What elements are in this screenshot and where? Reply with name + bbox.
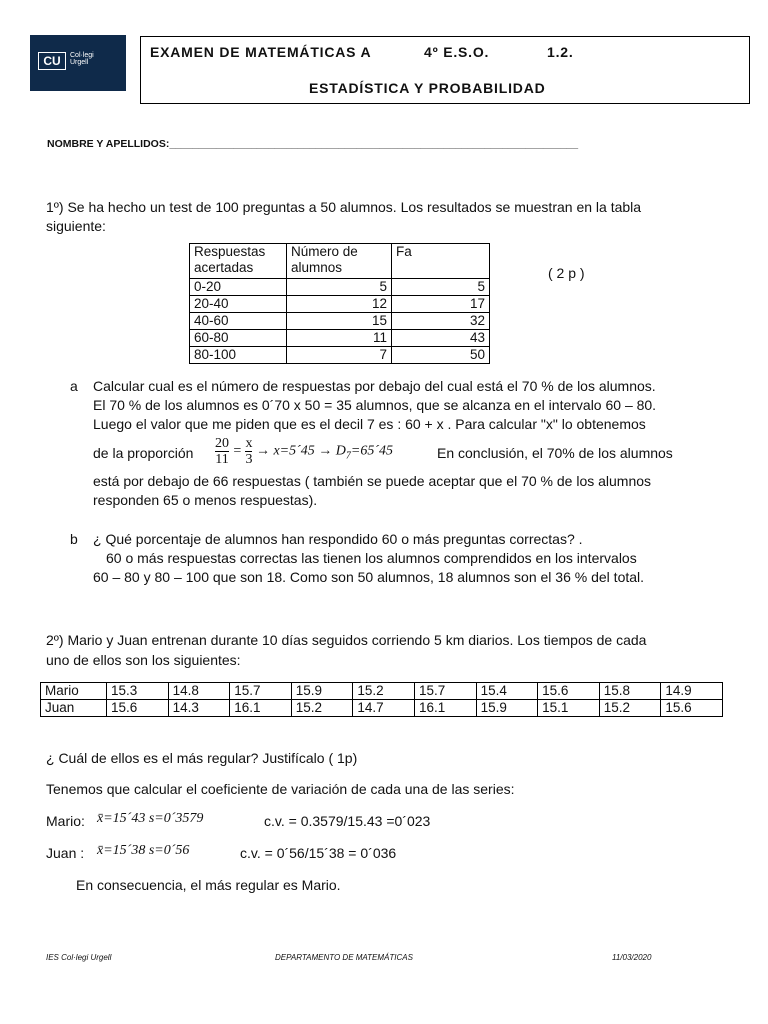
table-cell: 15.2 bbox=[353, 683, 415, 700]
fraction bbox=[245, 436, 252, 467]
q1-table bbox=[189, 243, 490, 364]
table-cell: 32 bbox=[392, 313, 490, 330]
q2-conclusion: En consecuencia, el más regular es Mario. bbox=[76, 877, 341, 893]
table-cell: 5 bbox=[392, 279, 490, 296]
logo-mark: CU bbox=[38, 52, 66, 70]
table-cell: 15.7 bbox=[414, 683, 476, 700]
school-logo bbox=[30, 35, 126, 91]
table-row bbox=[190, 347, 490, 364]
mario-formula: x̄=15´43 s=0´3579 bbox=[97, 811, 204, 826]
part-b-line: 60 o más respuestas correctas las tienen los alumnos comprendidos en los intervalos bbox=[106, 550, 637, 566]
table-cell: 15.9 bbox=[476, 700, 538, 717]
part-a-line: Luego el valor que me piden que es el decil 7 es : 60 + x . Para calcular "x" lo obtenemos bbox=[93, 416, 646, 432]
table-cell: 12 bbox=[287, 296, 392, 313]
part-a-line: Calcular cual es el número de respuestas por debajo del cual está el 70 % de los alumnos. bbox=[93, 378, 656, 394]
denominator: 3 bbox=[245, 452, 253, 467]
table-cell: 50 bbox=[392, 347, 490, 364]
q1-statement-1: 1º) Se ha hecho un test de 100 preguntas a 50 alumnos. Los resultados se muestran en la tabla bbox=[46, 199, 642, 215]
footer-school: IES Col·legi Urgell bbox=[46, 953, 112, 962]
juan-label: Juan : bbox=[46, 845, 85, 861]
table-cell: 14.9 bbox=[661, 683, 723, 700]
q1-statement-2: siguiente: bbox=[46, 218, 106, 234]
table-row bbox=[41, 700, 723, 717]
header-cell: Número de alumnos bbox=[287, 244, 392, 279]
q1-points: ( 2 p ) bbox=[548, 265, 585, 281]
part-b-line: 60 – 80 y 80 – 100 que son 18. Como son 50 alumnos, 18 alumnos son el 36 % del total. bbox=[93, 569, 645, 585]
table-cell: 17 bbox=[392, 296, 490, 313]
part-b-letter: b bbox=[70, 531, 78, 547]
exam-title: EXAMEN DE MATEMÁTICAS A bbox=[150, 44, 372, 60]
table-cell: 15.2 bbox=[599, 700, 661, 717]
table-cell: 11 bbox=[287, 330, 392, 347]
numerator: x bbox=[245, 436, 253, 451]
exam-course: 4º E.S.O. bbox=[424, 44, 490, 60]
mario-label: Mario: bbox=[46, 813, 85, 829]
table-cell: 20-40 bbox=[190, 296, 287, 313]
table-cell: 43 bbox=[392, 330, 490, 347]
part-a-line: responden 65 o menos respuestas). bbox=[93, 492, 318, 508]
table-cell: 15.1 bbox=[538, 700, 600, 717]
table-cell: 15.7 bbox=[230, 683, 292, 700]
numerator: 20 bbox=[215, 436, 229, 451]
table-cell: 80-100 bbox=[190, 347, 287, 364]
table-row bbox=[190, 279, 490, 296]
formula-text: → x=5´45 → D bbox=[255, 443, 346, 459]
footer-department: DEPARTAMENTO DE MATEMÁTICAS bbox=[275, 953, 413, 962]
table-cell: 40-60 bbox=[190, 313, 287, 330]
denominator: 11 bbox=[215, 452, 229, 467]
table-cell: 15.2 bbox=[291, 700, 353, 717]
proportion-formula: $\frac{20}{11}$ = $\frac{x}{3}$ → x=5´45 → $D_7=65´45$ bbox=[215, 436, 393, 467]
footer-date: 11/03/2020 bbox=[612, 953, 652, 962]
table-cell: 16.1 bbox=[230, 700, 292, 717]
part-a-line: está por debajo de 66 respuestas ( también se puede aceptar que el 70 % de los alumnos bbox=[93, 473, 652, 489]
table-cell: 14.7 bbox=[353, 700, 415, 717]
table-cell: 5 bbox=[287, 279, 392, 296]
table-cell: 15.8 bbox=[599, 683, 661, 700]
formula-result: =65´45 bbox=[350, 443, 393, 459]
logo-subtext: Col·legi Urgell bbox=[70, 52, 94, 66]
table-cell: 0-20 bbox=[190, 279, 287, 296]
name-field-line: NOMBRE Y APELLIDOS:______________________________________________________________________ bbox=[47, 138, 579, 150]
table-cell: 15.9 bbox=[291, 683, 353, 700]
table-cell: 16.1 bbox=[414, 700, 476, 717]
table-row bbox=[190, 296, 490, 313]
q2-statement-2: uno de ellos son los siguientes: bbox=[46, 652, 241, 668]
exam-number: 1.2. bbox=[547, 44, 574, 60]
table-cell: 15.3 bbox=[107, 683, 169, 700]
table-cell: 15.6 bbox=[107, 700, 169, 717]
table-cell: 14.3 bbox=[168, 700, 230, 717]
header-cell: Respuestas acertadas bbox=[190, 244, 287, 279]
exam-header bbox=[140, 36, 750, 104]
table-row bbox=[190, 330, 490, 347]
formula-subscript: 7 bbox=[345, 450, 351, 462]
part-b-line: ¿ Qué porcentaje de alumnos han respondido 60 o más preguntas correctas? . bbox=[93, 531, 583, 547]
table-cell: 7 bbox=[287, 347, 392, 364]
table-cell: 15 bbox=[287, 313, 392, 330]
table-cell: 15.6 bbox=[661, 700, 723, 717]
part-a-line: En conclusión, el 70% de los alumnos bbox=[437, 445, 673, 461]
part-a-line: de la proporción bbox=[93, 445, 194, 461]
fraction bbox=[215, 436, 229, 467]
q2-question: ¿ Cuál de ellos es el más regular? Justifícalo ( 1p) bbox=[46, 750, 358, 766]
part-a-letter: a bbox=[70, 378, 78, 394]
table-row bbox=[41, 683, 723, 700]
q2-intro: Tenemos que calcular el coeficiente de variación de cada una de las series: bbox=[46, 781, 515, 797]
table-cell: 15.6 bbox=[538, 683, 600, 700]
table-cell: 60-80 bbox=[190, 330, 287, 347]
exam-topic: ESTADÍSTICA Y PROBABILIDAD bbox=[309, 80, 546, 96]
juan-formula: x̄=15´38 s=0´56 bbox=[97, 843, 190, 858]
table-header-row bbox=[190, 244, 490, 279]
mario-cv: c.v. = 0.3579/15.43 =0´023 bbox=[264, 813, 431, 829]
juan-cv: c.v. = 0´56/15´38 = 0´036 bbox=[240, 845, 397, 861]
table-row bbox=[190, 313, 490, 330]
row-label: Mario bbox=[41, 683, 107, 700]
q2-times-table bbox=[40, 682, 723, 717]
q2-statement-1: 2º) Mario y Juan entrenan durante 10 días seguidos corriendo 5 km diarios. Los tiempos de cada bbox=[46, 632, 647, 648]
part-a-line: El 70 % de los alumnos es 0´70 x 50 = 35 alumnos, que se alcanza en el intervalo 60 – 80. bbox=[93, 397, 657, 413]
header-cell: Fa bbox=[392, 244, 490, 279]
table-cell: 15.4 bbox=[476, 683, 538, 700]
row-label: Juan bbox=[41, 700, 107, 717]
table-cell: 14.8 bbox=[168, 683, 230, 700]
